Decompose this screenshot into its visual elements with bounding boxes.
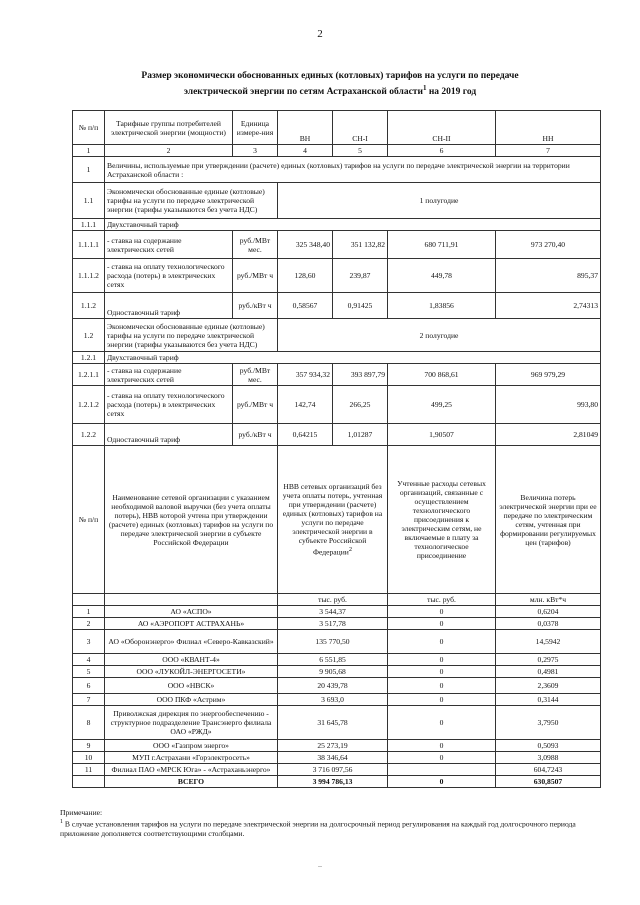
org-losses: 0,0378 <box>496 618 601 630</box>
org-num: 9 <box>73 740 105 752</box>
org-name: ООО «ЛУКОЙЛ-ЭНЕРГОСЕТИ» <box>105 666 278 678</box>
org-losses: 604,7243 <box>496 764 601 776</box>
row-num: 1.2.1.2 <box>73 386 105 424</box>
row-num: 1.1.1.1 <box>73 231 105 259</box>
tariff-unit: руб./МВт ч <box>233 259 278 293</box>
period-label: 2 полугодие <box>278 319 601 352</box>
tariff-row <box>73 386 601 424</box>
value-vn: 325 348,40 <box>278 231 333 259</box>
value-nn: 2,74313 <box>496 293 601 319</box>
org-nvv: 38 346,64 <box>278 752 388 764</box>
title-line-2-end: на 2019 год <box>426 87 477 98</box>
org-row <box>73 606 601 618</box>
index-cell: 6 <box>388 145 496 157</box>
org-num: 10 <box>73 752 105 764</box>
title-line-2: электрической энергии по сетям Астраханской области <box>183 87 423 98</box>
footnote-mark: 1 <box>60 818 63 825</box>
index-row <box>73 145 601 157</box>
tariff-name: Одноставочный тариф <box>105 293 233 319</box>
header-nn: НН <box>496 111 601 145</box>
total-row <box>73 776 601 788</box>
tariff-unit: руб./МВт мес. <box>233 231 278 259</box>
org-losses: 0,4981 <box>496 666 601 678</box>
value-vn: 128,60 <box>278 259 333 293</box>
value-sn1: 1,01287 <box>333 424 388 446</box>
org-header-nvv-sup: 2 <box>348 546 353 554</box>
org-losses: 0,6204 <box>496 606 601 618</box>
value-sn2: 700 868,61 <box>388 364 496 386</box>
org-header-losses: Величина потерь электрической энергии при ее передаче по электрическим сетям, учтенная при формировании регулируемых цен (тарифов) <box>496 446 601 594</box>
period-description: Экономически обоснованные единые (котловые) тарифы на услуги по передаче электрической энергии (тарифы указываются без учета НДС) <box>105 183 278 219</box>
row-num: 1.1.1.2 <box>73 259 105 293</box>
org-nvv: 9 905,68 <box>278 666 388 678</box>
row-num: 1.2 <box>73 319 105 352</box>
index-cell: 1 <box>73 145 105 157</box>
org-num: 4 <box>73 654 105 666</box>
org-nvv: 6 551,85 <box>278 654 388 666</box>
empty-cell <box>73 594 105 606</box>
org-name: ООО «Газпром энерго» <box>105 740 278 752</box>
org-losses: 0,5093 <box>496 740 601 752</box>
value-sn1: 351 132,82 <box>333 231 388 259</box>
org-losses: 0,3144 <box>496 694 601 706</box>
value-vn: 0,64215 <box>278 424 333 446</box>
org-nvv: 135 770,50 <box>278 630 388 654</box>
header-row <box>73 111 601 145</box>
total-costs: 0 <box>388 776 496 788</box>
subsection-text: Двухставочный тариф <box>105 219 601 231</box>
value-sn1: 239,87 <box>333 259 388 293</box>
section-text: Величины, используемые при утверждении (расчете) единых (котловых) тарифов на услуги по передаче электрической энергии на территории Астраханской области : <box>105 157 601 183</box>
footnote-text: В случае установления тарифов на услуги по передаче электрической энергии на долгосрочный период регулирования на каждый год долгосрочного периода приложение дополняется соответствующими столбцами. <box>60 819 576 838</box>
row-num: 1.2.1.1 <box>73 364 105 386</box>
tariff-table <box>72 110 601 788</box>
total-nvv: 3 994 786,13 <box>278 776 388 788</box>
tariff-unit: руб./кВт ч <box>233 293 278 319</box>
header-sn2: СН-II <box>388 111 496 145</box>
org-costs: 0 <box>388 666 496 678</box>
org-nvv: 3 544,37 <box>278 606 388 618</box>
index-cell: 3 <box>233 145 278 157</box>
index-cell: 5 <box>333 145 388 157</box>
document-title <box>95 70 565 98</box>
org-num: 3 <box>73 630 105 654</box>
tariff-row <box>73 424 601 446</box>
unit-nvv: тыс. руб. <box>278 594 388 606</box>
row-num: 1.1.1 <box>73 219 105 231</box>
value-sn2: 1,90507 <box>388 424 496 446</box>
org-name: Филиал ПАО «МРСК Юга» - «Астраханьэнерго» <box>105 764 278 776</box>
org-row <box>73 654 601 666</box>
org-row <box>73 694 601 706</box>
org-name: АО «Оборонэнерго» Филиал «Северо-Кавказский» <box>105 630 278 654</box>
index-cell: 2 <box>105 145 233 157</box>
org-row <box>73 678 601 694</box>
section-row <box>73 157 601 183</box>
org-row <box>73 666 601 678</box>
header-num: № п/п <box>73 111 105 145</box>
org-row <box>73 706 601 740</box>
org-row <box>73 618 601 630</box>
footnote <box>60 808 610 838</box>
org-units-row <box>73 594 601 606</box>
footnote-heading: Примечание: <box>60 808 103 817</box>
header-groups: Тарифные группы потребителей электрической энергии (мощности) <box>105 111 233 145</box>
org-nvv: 31 645,78 <box>278 706 388 740</box>
org-name: ООО «КВАНТ-4» <box>105 654 278 666</box>
org-row <box>73 764 601 776</box>
value-sn1: 266,25 <box>333 386 388 424</box>
unit-losses: млн. кВт*ч <box>496 594 601 606</box>
org-losses: 14,5942 <box>496 630 601 654</box>
org-row <box>73 752 601 764</box>
period-description: Экономически обоснованные единые (котловые) тарифы на услуги по передаче электрической энергии (тарифы указываются без учета НДС) <box>105 319 278 352</box>
tariff-unit: руб./кВт ч <box>233 424 278 446</box>
tariff-name: - ставка на содержание электрических сетей <box>105 364 233 386</box>
unit-costs: тыс. руб. <box>388 594 496 606</box>
total-label: ВСЕГО <box>105 776 278 788</box>
tariff-name: - ставка на содержание электрических сетей <box>105 231 233 259</box>
header-sn1: СН-I <box>333 111 388 145</box>
org-num: 6 <box>73 678 105 694</box>
org-num: 1 <box>73 606 105 618</box>
org-name: Приволжская дирекция по энергообеспечению - структурное подразделение Трансэнерго филиала ОАО «РЖД» <box>105 706 278 740</box>
value-nn: 969 979,29 <box>496 364 601 386</box>
org-num: 7 <box>73 694 105 706</box>
period-row <box>73 319 601 352</box>
org-losses: 3,0988 <box>496 752 601 764</box>
org-header-costs: Учтенные расходы сетевых организаций, связанные с осуществлением технологического присоединения к электрическим сетям, не включаемые в плату за технологическое присоединение <box>388 446 496 594</box>
header-vn: ВН <box>278 111 333 145</box>
org-header-row <box>73 446 601 594</box>
org-costs: 0 <box>388 740 496 752</box>
org-name: ООО «НВСК» <box>105 678 278 694</box>
org-row <box>73 630 601 654</box>
org-costs: 0 <box>388 606 496 618</box>
subsection-row <box>73 352 601 364</box>
subsection-row <box>73 219 601 231</box>
org-num: 5 <box>73 666 105 678</box>
tariff-row <box>73 259 601 293</box>
org-costs: 0 <box>388 618 496 630</box>
org-name: АО «АСПО» <box>105 606 278 618</box>
org-name: АО «АЭРОПОРТ АСТРАХАНЬ» <box>105 618 278 630</box>
tariff-row <box>73 293 601 319</box>
row-num: 1.2.1 <box>73 352 105 364</box>
org-nvv: 20 439,78 <box>278 678 388 694</box>
org-num: 8 <box>73 706 105 740</box>
footnote-body <box>60 818 610 839</box>
footer-mark: .. <box>318 860 322 869</box>
value-sn2: 1,83856 <box>388 293 496 319</box>
value-nn: 2,81049 <box>496 424 601 446</box>
period-label: 1 полугодие <box>278 183 601 219</box>
value-vn: 0,58567 <box>278 293 333 319</box>
tariff-name: Одноставочный тариф <box>105 424 233 446</box>
index-cell: 7 <box>496 145 601 157</box>
org-losses: 3,7950 <box>496 706 601 740</box>
org-num: 11 <box>73 764 105 776</box>
value-nn: 993,80 <box>496 386 601 424</box>
value-sn1: 393 897,79 <box>333 364 388 386</box>
index-cell: 4 <box>278 145 333 157</box>
tariff-unit: руб./МВт мес. <box>233 364 278 386</box>
org-nvv: 3 716 097,56 <box>278 764 388 776</box>
tariff-name: - ставка на оплату технологического расхода (потерь) в электрических сетях <box>105 386 233 424</box>
org-header-nvv-text: НВВ сетевых организаций без учета оплаты потерь, учтенная при утверждении (расчете) единых (котловых) тарифов на услуги по передаче электрической энергии в субъекте Российской Федерации <box>282 482 383 557</box>
org-nvv: 3 517,78 <box>278 618 388 630</box>
period-row <box>73 183 601 219</box>
org-losses: 0,2975 <box>496 654 601 666</box>
org-costs: 0 <box>388 694 496 706</box>
value-sn1: 0,91425 <box>333 293 388 319</box>
row-num: 1 <box>73 157 105 183</box>
tariff-name: - ставка на оплату технологического расхода (потерь) в электрических сетях <box>105 259 233 293</box>
value-sn2: 499,25 <box>388 386 496 424</box>
org-costs <box>388 764 496 776</box>
org-losses: 2,3609 <box>496 678 601 694</box>
tariff-row <box>73 231 601 259</box>
value-vn: 142,74 <box>278 386 333 424</box>
row-num: 1.2.2 <box>73 424 105 446</box>
page-number: 2 <box>317 28 323 40</box>
title-line-1: Размер экономически обоснованных единых (котловых) тарифов на услуги по передаче <box>141 71 519 81</box>
org-nvv: 3 693,0 <box>278 694 388 706</box>
org-costs: 0 <box>388 654 496 666</box>
org-num: 2 <box>73 618 105 630</box>
value-nn: 895,37 <box>496 259 601 293</box>
org-name: МУП г.Астрахани «Горэлектросеть» <box>105 752 278 764</box>
org-nvv: 25 273,19 <box>278 740 388 752</box>
org-costs: 0 <box>388 630 496 654</box>
org-row <box>73 740 601 752</box>
value-sn2: 680 711,91 <box>388 231 496 259</box>
header-unit: Единица измере-ния <box>233 111 278 145</box>
value-sn2: 449,78 <box>388 259 496 293</box>
org-name: ООО ПКФ «Астрим» <box>105 694 278 706</box>
org-header-name: Наименование сетевой организации с указанием необходимой валовой выручки (без учета оплаты потерь), НВВ которой учтена при утверждении (расчете) единых (котловых) тарифов на услуги по передаче электрической энергии в субъекте Российской Федерации <box>105 446 278 594</box>
tariff-unit: руб./МВт ч <box>233 386 278 424</box>
empty-cell <box>73 776 105 788</box>
org-costs: 0 <box>388 706 496 740</box>
org-costs: 0 <box>388 752 496 764</box>
total-losses: 630,8507 <box>496 776 601 788</box>
subsection-text: Двухставочный тариф <box>105 352 601 364</box>
value-nn: 973 270,40 <box>496 231 601 259</box>
org-costs: 0 <box>388 678 496 694</box>
row-num: 1.1.2 <box>73 293 105 319</box>
row-num: 1.1 <box>73 183 105 219</box>
tariff-row <box>73 364 601 386</box>
org-header-nvv <box>278 446 388 594</box>
value-vn: 357 934,32 <box>278 364 333 386</box>
title-footnote-mark: 1 <box>422 84 427 92</box>
empty-cell <box>105 594 278 606</box>
org-header-num: № п/п <box>73 446 105 594</box>
